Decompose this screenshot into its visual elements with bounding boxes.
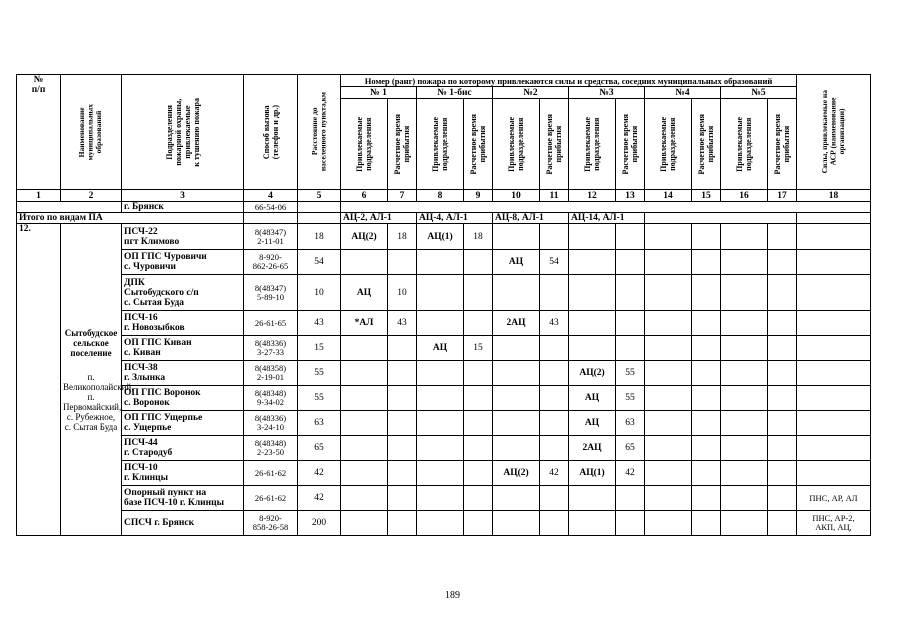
arrival-time-c9 — [464, 511, 493, 536]
table-row — [17, 224, 871, 250]
assigned-units-c12 — [569, 224, 616, 250]
unit-distance: 54 — [298, 250, 341, 275]
unit-distance: 15 — [298, 336, 341, 361]
empty-cell — [768, 486, 797, 511]
col-num: 3 — [122, 190, 244, 202]
arrival-time-c7 — [388, 461, 417, 486]
assigned-units-c6: *АЛ — [341, 311, 388, 336]
column-numbers-row — [17, 190, 871, 202]
col-number-header: № п/п — [17, 75, 61, 190]
unit-name: ПСЧ-44 г. Стародуб — [122, 436, 244, 461]
assigned-units-c6 — [341, 436, 388, 461]
unit-name: ОП ГПС Воронок с. Воронок — [122, 386, 244, 411]
arrival-time-c9: 18 — [464, 224, 493, 250]
assigned-units-c8 — [417, 361, 464, 386]
arrival-time-c13 — [616, 336, 645, 361]
arrival-time-c13: 55 — [616, 386, 645, 411]
page-number: 189 — [445, 590, 460, 601]
unit-name: ПСЧ-16 г. Новозыбков — [122, 311, 244, 336]
assigned-units-c6 — [341, 411, 388, 436]
unit-distance: 63 — [298, 411, 341, 436]
empty-cell — [692, 411, 721, 436]
assigned-units-c12: АЦ(1) — [569, 461, 616, 486]
assigned-units-c6 — [341, 361, 388, 386]
col-num: 13 — [616, 190, 645, 202]
empty-cell — [768, 411, 797, 436]
sub-units-4: Привлекаемые подразделения — [645, 99, 692, 190]
totals-rank-1bis: АЦ-4, АЛ-1 — [417, 213, 493, 224]
unit-name: ПСЧ-10 г. Клинцы — [122, 461, 244, 486]
unit-distance: 10 — [298, 275, 341, 311]
sub-time-1: Расчетное время прибытия — [388, 99, 417, 190]
totals-label: Итого по видам ПА — [17, 213, 244, 224]
col-num: 17 — [768, 190, 797, 202]
sub-time-2: Расчетное время прибытия — [540, 99, 569, 190]
rank-group-1: № 1 — [341, 87, 417, 99]
rank-group-3: №3 — [569, 87, 645, 99]
empty-cell — [721, 511, 768, 536]
assigned-units-c6 — [341, 511, 388, 536]
table-row — [17, 386, 871, 411]
empty-cell — [768, 511, 797, 536]
unit-distance: 65 — [298, 436, 341, 461]
rank-group-1bis: № 1-бис — [417, 87, 493, 99]
empty-cell — [298, 202, 341, 213]
distance-header: Расстояние до населенного пункта,км — [298, 75, 341, 190]
sub-time-1bis: Расчетное время прибытия — [464, 99, 493, 190]
col-num: 8 — [417, 190, 464, 202]
unit-phone: 26-61-65 — [244, 311, 298, 336]
assigned-units-c10 — [493, 486, 540, 511]
unit-name: ОП ГПС Чуровичи с. Чуровичи — [122, 250, 244, 275]
assigned-units-c10 — [493, 361, 540, 386]
assigned-units-c12 — [569, 311, 616, 336]
col-num: 1 — [17, 190, 61, 202]
col-num: 14 — [645, 190, 692, 202]
sub-units-1bis: Привлекаемые подразделения — [417, 99, 464, 190]
totals-rank-3: АЦ-14, АЛ-1 — [569, 213, 645, 224]
empty-cell — [768, 224, 797, 250]
arrival-time-c13 — [616, 224, 645, 250]
table-row — [17, 336, 871, 361]
unit-distance: 200 — [298, 511, 341, 536]
rank-group-5: №5 — [721, 87, 797, 99]
assigned-units-c10 — [493, 224, 540, 250]
empty-cell — [645, 250, 692, 275]
col-num: 18 — [797, 190, 871, 202]
arrival-time-c11 — [540, 361, 569, 386]
empty-cell — [768, 275, 797, 311]
empty-cell — [721, 311, 768, 336]
empty-cell — [692, 250, 721, 275]
empty-cell — [692, 336, 721, 361]
assigned-units-c12 — [569, 275, 616, 311]
empty-cell — [768, 386, 797, 411]
sub-time-3: Расчетное время прибытия — [616, 99, 645, 190]
empty-cell — [341, 202, 871, 213]
assigned-units-c6 — [341, 461, 388, 486]
assigned-units-c10 — [493, 386, 540, 411]
assigned-units-c12 — [569, 336, 616, 361]
empty-cell — [768, 361, 797, 386]
table-row — [17, 486, 871, 511]
empty-cell — [17, 202, 122, 213]
arrival-time-c13: 55 — [616, 361, 645, 386]
arrival-time-c9 — [464, 436, 493, 461]
sub-units-1: Привлекаемые подразделения — [341, 99, 388, 190]
table-row — [17, 511, 871, 536]
asr-forces — [797, 250, 871, 275]
arrival-time-c9 — [464, 275, 493, 311]
empty-cell — [768, 436, 797, 461]
assigned-units-c10: АЦ — [493, 250, 540, 275]
arrival-time-c11: 42 — [540, 461, 569, 486]
empty-cell — [692, 461, 721, 486]
unit-name: ОП ГПС Киван с. Киван — [122, 336, 244, 361]
unit-phone: 8(48336) 3-24-10 — [244, 411, 298, 436]
arrival-time-c7 — [388, 486, 417, 511]
empty-cell — [692, 224, 721, 250]
arrival-time-c9 — [464, 250, 493, 275]
col-num: 10 — [493, 190, 540, 202]
mo-header: Наименование муниципальных образований — [61, 75, 122, 190]
arrival-time-c11 — [540, 411, 569, 436]
empty-cell — [721, 386, 768, 411]
col-num: 4 — [244, 190, 298, 202]
col-num: 5 — [298, 190, 341, 202]
rank-header: Номер (ранг) пожара по которому привлекаются силы и средства, соседних муниципальных образований — [341, 75, 797, 87]
totals-rank-1: АЦ-2, АЛ-1 — [341, 213, 417, 224]
arrival-time-c7 — [388, 436, 417, 461]
arrival-time-c11 — [540, 486, 569, 511]
arrival-time-c9 — [464, 361, 493, 386]
unit-name: ОП ГПС Ущерпье с. Ущерпье — [122, 411, 244, 436]
arrival-time-c7 — [388, 411, 417, 436]
unit-distance: 55 — [298, 361, 341, 386]
sub-units-2: Привлекаемые подразделения — [493, 99, 540, 190]
table-row — [17, 250, 871, 275]
assigned-units-c10 — [493, 436, 540, 461]
arrival-time-c7 — [388, 386, 417, 411]
empty-cell — [645, 511, 692, 536]
empty-cell — [645, 213, 797, 224]
assigned-units-c10 — [493, 511, 540, 536]
arrival-time-c13 — [616, 511, 645, 536]
assigned-units-c8 — [417, 511, 464, 536]
asr-header: Силы, привлекаемые на АСР (наименование организации) — [797, 75, 871, 190]
unit-name: Опорный пункт на базе ПСЧ-10 г. Клинцы — [122, 486, 244, 511]
asr-forces — [797, 411, 871, 436]
arrival-time-c7: 10 — [388, 275, 417, 311]
empty-cell — [721, 411, 768, 436]
unit-phone: 8(48348) 2-23-50 — [244, 436, 298, 461]
empty-cell — [645, 411, 692, 436]
unit-phone: 8(48347) 2-11-01 — [244, 224, 298, 250]
col-num: 9 — [464, 190, 493, 202]
assigned-units-c6: АЦ — [341, 275, 388, 311]
empty-cell — [692, 311, 721, 336]
section-number: 12. — [17, 224, 61, 536]
asr-forces — [797, 224, 871, 250]
assigned-units-c8 — [417, 461, 464, 486]
rank-group-2: №2 — [493, 87, 569, 99]
col-num: 12 — [569, 190, 616, 202]
assigned-units-c8 — [417, 275, 464, 311]
unit-phone: 26-61-62 — [244, 486, 298, 511]
table-row — [17, 275, 871, 311]
empty-cell — [692, 511, 721, 536]
assigned-units-c12: 2АЦ — [569, 436, 616, 461]
unit-distance: 55 — [298, 386, 341, 411]
asr-forces — [797, 311, 871, 336]
assigned-units-c8: АЦ — [417, 336, 464, 361]
empty-cell — [721, 361, 768, 386]
asr-forces — [797, 275, 871, 311]
unit-name: ДПК Сытобудского с/п с. Сытая Буда — [122, 275, 244, 311]
arrival-time-c13 — [616, 250, 645, 275]
assigned-units-c8 — [417, 386, 464, 411]
assigned-units-c10 — [493, 411, 540, 436]
sub-time-5: Расчетное время прибытия — [768, 99, 797, 190]
municipality-cell — [61, 224, 134, 536]
unit-name: СПСЧ г. Брянск — [122, 511, 244, 536]
document-page — [16, 74, 856, 536]
arrival-time-c11: 54 — [540, 250, 569, 275]
unit-phone: 8(48348) 9-34-02 — [244, 386, 298, 411]
arrival-time-c13 — [616, 486, 645, 511]
assigned-units-c8 — [417, 486, 464, 511]
city-name: г. Брянск — [122, 202, 244, 213]
empty-cell — [692, 436, 721, 461]
assigned-units-c12 — [569, 511, 616, 536]
empty-cell — [645, 311, 692, 336]
assigned-units-c6 — [341, 250, 388, 275]
arrival-time-c11 — [540, 275, 569, 311]
city-row — [17, 202, 871, 213]
rank-group-4: №4 — [645, 87, 721, 99]
empty-cell — [298, 213, 341, 224]
empty-cell — [768, 461, 797, 486]
arrival-time-c7 — [388, 250, 417, 275]
asr-forces: ПНС, АР, АЛ — [797, 486, 871, 511]
arrival-time-c13: 42 — [616, 461, 645, 486]
assigned-units-c10: АЦ(2) — [493, 461, 540, 486]
arrival-time-c9 — [464, 386, 493, 411]
empty-cell — [797, 213, 871, 224]
arrival-time-c7: 43 — [388, 311, 417, 336]
arrival-time-c11 — [540, 336, 569, 361]
assigned-units-c6 — [341, 336, 388, 361]
unit-distance: 43 — [298, 311, 341, 336]
table-row — [17, 461, 871, 486]
assigned-units-c8 — [417, 311, 464, 336]
arrival-time-c13 — [616, 311, 645, 336]
table-row — [17, 361, 871, 386]
empty-cell — [768, 311, 797, 336]
data-rows — [17, 224, 871, 536]
table-row — [17, 411, 871, 436]
empty-cell — [645, 386, 692, 411]
empty-cell — [768, 336, 797, 361]
arrival-time-c13 — [616, 275, 645, 311]
empty-cell — [721, 336, 768, 361]
empty-cell — [721, 275, 768, 311]
arrival-time-c7: 18 — [388, 224, 417, 250]
empty-cell — [244, 213, 298, 224]
assigned-units-c12: АЦ(2) — [569, 361, 616, 386]
assigned-units-c6 — [341, 486, 388, 511]
unit-distance: 42 — [298, 461, 341, 486]
empty-cell — [645, 275, 692, 311]
table-row — [17, 436, 871, 461]
empty-cell — [645, 336, 692, 361]
asr-forces — [797, 386, 871, 411]
municipality-places: п. Великополайский, п. Первомайский, с. Рубежное, с. Сытая Буда — [63, 371, 134, 432]
units-header: Подразделения пожарной охраны, привлекаемые к тушению пожара — [122, 75, 244, 190]
arrival-time-c13: 65 — [616, 436, 645, 461]
arrival-time-c11: 43 — [540, 311, 569, 336]
col-num: 7 — [388, 190, 417, 202]
asr-forces — [797, 336, 871, 361]
unit-distance: 42 — [298, 486, 341, 511]
municipality-name: Сытобудское сельское поселение — [64, 327, 118, 358]
unit-phone: 26-61-62 — [244, 461, 298, 486]
assigned-units-c6: АЦ(2) — [341, 224, 388, 250]
arrival-time-c7 — [388, 361, 417, 386]
arrival-time-c11 — [540, 224, 569, 250]
assigned-units-c12: АЦ — [569, 411, 616, 436]
sub-units-3: Привлекаемые подразделения — [569, 99, 616, 190]
empty-cell — [692, 361, 721, 386]
empty-cell — [645, 436, 692, 461]
arrival-time-c7 — [388, 511, 417, 536]
unit-distance: 18 — [298, 224, 341, 250]
empty-cell — [721, 250, 768, 275]
unit-name: ПСЧ-38 г. Злынка — [122, 361, 244, 386]
asr-forces — [797, 436, 871, 461]
arrival-time-c9 — [464, 486, 493, 511]
asr-forces — [797, 461, 871, 486]
empty-cell — [645, 461, 692, 486]
empty-cell — [721, 224, 768, 250]
empty-cell — [645, 486, 692, 511]
empty-cell — [692, 275, 721, 311]
arrival-time-c11 — [540, 511, 569, 536]
empty-cell — [721, 461, 768, 486]
empty-cell — [692, 386, 721, 411]
assigned-units-c10: 2АЦ — [493, 311, 540, 336]
arrival-time-c9: 15 — [464, 336, 493, 361]
empty-cell — [645, 361, 692, 386]
assigned-units-c8 — [417, 250, 464, 275]
empty-cell — [645, 224, 692, 250]
assigned-units-c12: АЦ — [569, 386, 616, 411]
asr-forces: ПНС, АР-2, АКП, АЦ, — [797, 511, 871, 536]
col-num: 2 — [61, 190, 122, 202]
assigned-units-c6 — [341, 386, 388, 411]
col-num: 15 — [692, 190, 721, 202]
arrival-time-c13: 63 — [616, 411, 645, 436]
empty-cell — [721, 436, 768, 461]
assigned-units-c12 — [569, 486, 616, 511]
assigned-units-c8 — [417, 411, 464, 436]
sub-units-5: Привлекаемые подразделения — [721, 99, 768, 190]
assigned-units-c10 — [493, 336, 540, 361]
asr-forces — [797, 361, 871, 386]
arrival-time-c11 — [540, 386, 569, 411]
assigned-units-c10 — [493, 275, 540, 311]
arrival-time-c7 — [388, 336, 417, 361]
unit-phone: 8-920- 858-26-58 — [244, 511, 298, 536]
unit-phone: 8(48336) 3-27-33 — [244, 336, 298, 361]
assigned-units-c8: АЦ(1) — [417, 224, 464, 250]
totals-row — [17, 213, 871, 224]
col-num: 16 — [721, 190, 768, 202]
unit-name: ПСЧ-22 пгт Климово — [122, 224, 244, 250]
assigned-units-c12 — [569, 250, 616, 275]
fire-forces-table — [16, 74, 871, 536]
empty-cell — [768, 250, 797, 275]
table-row — [17, 311, 871, 336]
col-num: 11 — [540, 190, 569, 202]
totals-rank-2: АЦ-8, АЛ-1 — [493, 213, 569, 224]
arrival-time-c9 — [464, 311, 493, 336]
empty-cell — [721, 486, 768, 511]
sub-time-4: Расчетное время прибытия — [692, 99, 721, 190]
assigned-units-c8 — [417, 436, 464, 461]
arrival-time-c9 — [464, 411, 493, 436]
col-num: 6 — [341, 190, 388, 202]
city-phone: 66-54-06 — [244, 202, 298, 213]
unit-phone: 8(48347) 5-89-10 — [244, 275, 298, 311]
unit-phone: 8-920- 862-26-65 — [244, 250, 298, 275]
arrival-time-c11 — [540, 436, 569, 461]
unit-phone: 8(48358) 2-19-01 — [244, 361, 298, 386]
call-method-header: Способ вызова (телефон и др.) — [244, 75, 298, 190]
empty-cell — [692, 486, 721, 511]
arrival-time-c9 — [464, 461, 493, 486]
